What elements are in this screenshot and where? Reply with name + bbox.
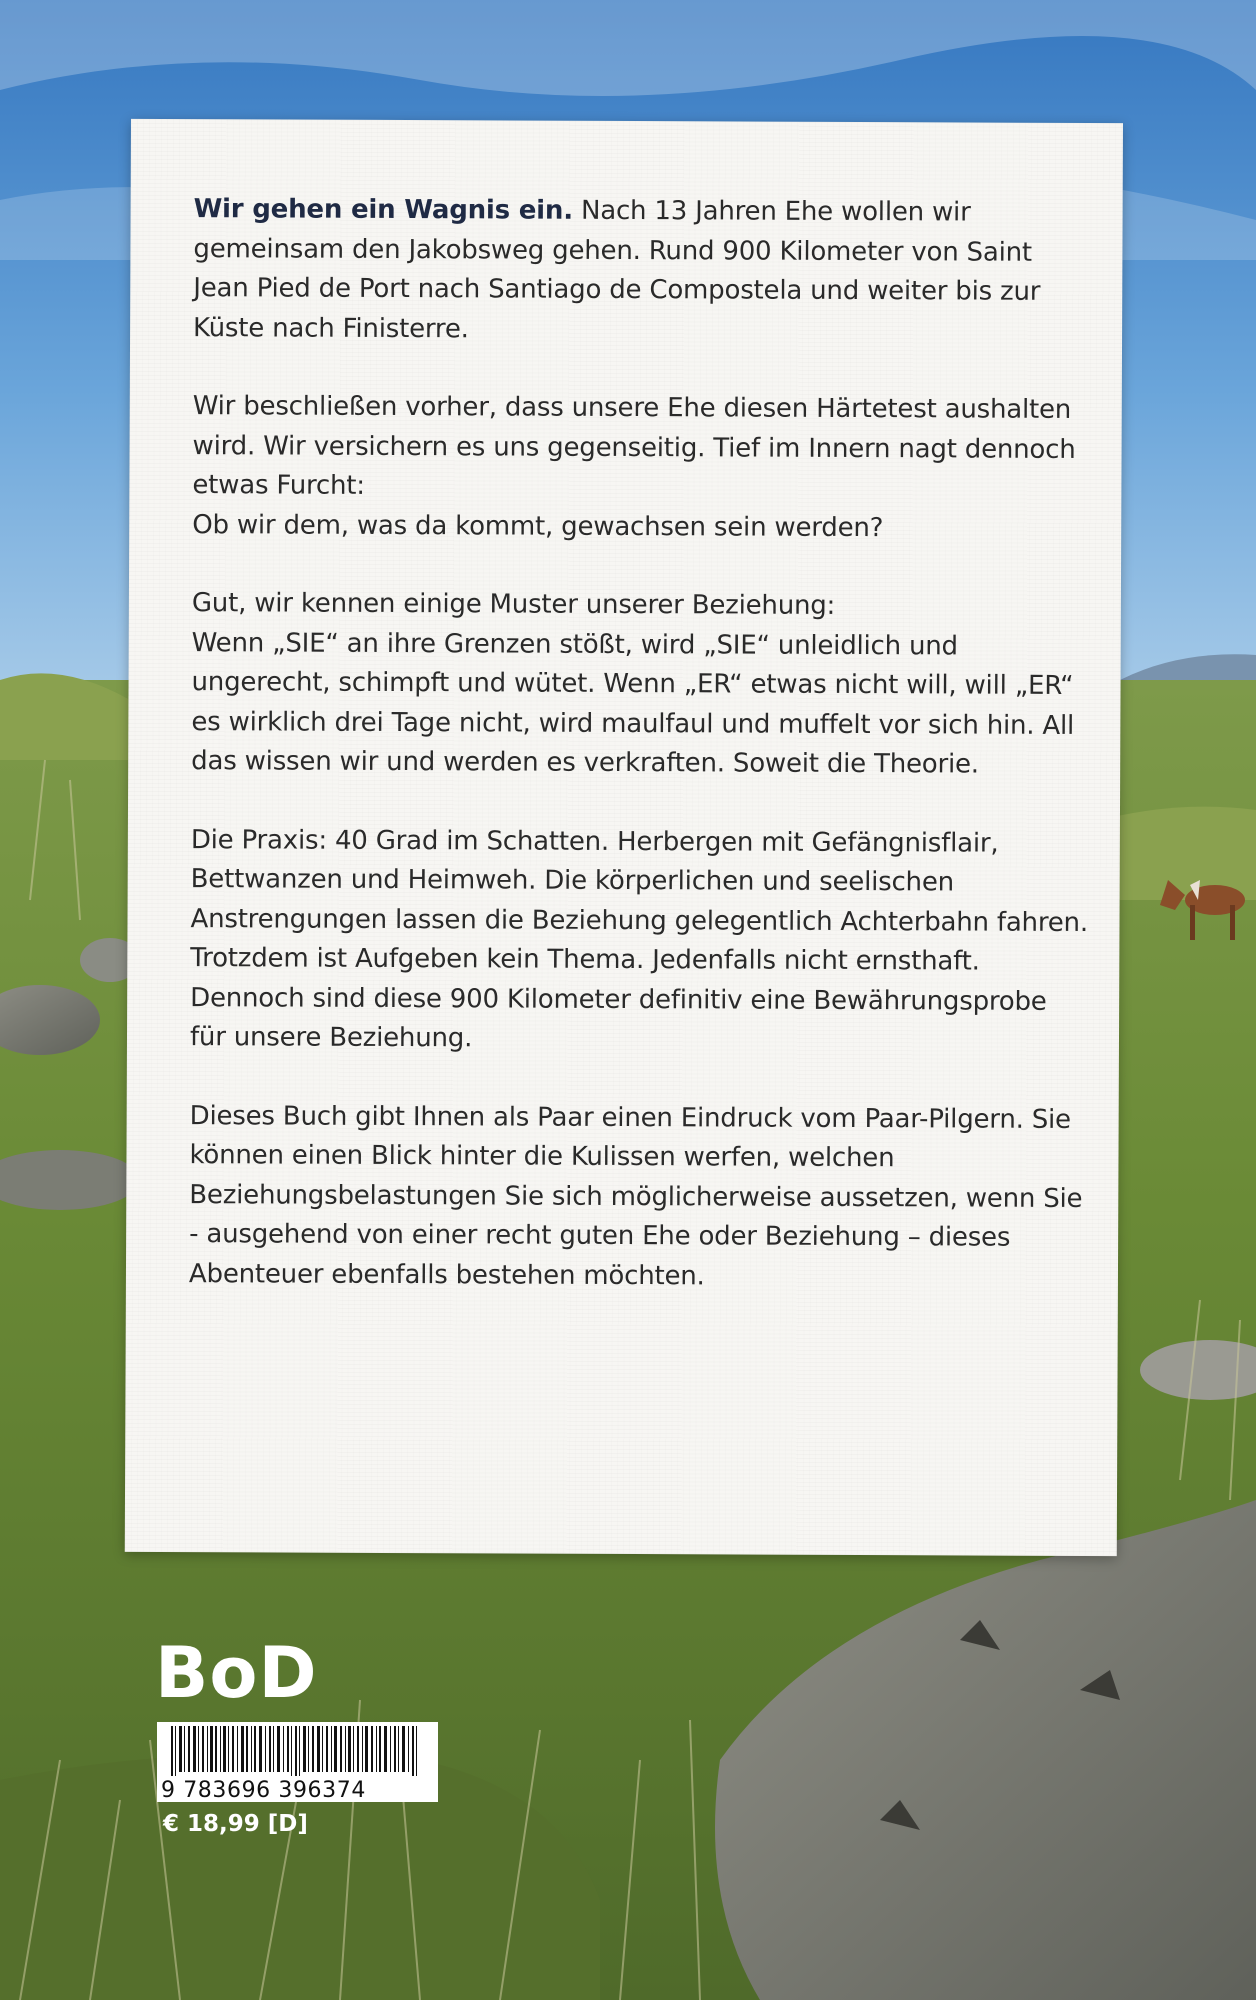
blurb-paragraph-text: Gut, wir kennen einige Muster unserer Beziehung: Wenn „SIE“ an ihre Grenzen stößt, wird „SIE“ unleidlich und ungerecht, schimpft und wütet. Wenn „ER“ etwas nicht will, will „ER“ es wirklich drei Tage nicht, wird maulfaul und muffelt vor sich hin. All das wissen wir und werden es verkraften. Soweit die Theorie. [191, 588, 1075, 780]
price-label: € 18,99 [D] [163, 1811, 308, 1837]
blurb-paragraph-text: Die Praxis: 40 Grad im Schatten. Herbergen mit Gefängnisflair, Bettwanzen und Heimweh. Die körperlichen und seelischen Anstrengungen lassen die Beziehung gelegentlich Achterbahn fahren. Trotzdem ist Aufgeben kein Thema. Jedenfalls nicht ernsthaft. Dennoch sind diese 900 Kilometer definitiv eine Bewährungsprobe für unsere Beziehung. [189, 824, 1089, 1054]
blurb-paragraph-text: Nach 13 Jahren Ehe wollen wir gemeinsam den Jakobsweg gehen. Rund 900 Kilometer von Saint Jean Pied de Port nach Santiago de Compostela und weiter bis zur Küste nach Finisterre. [193, 195, 1041, 344]
blurb-paragraph [190, 821, 1091, 1062]
blurb-paragraph [189, 1097, 1090, 1298]
publisher-logo: BoD [155, 1632, 318, 1714]
blurb-paragraph [191, 584, 1092, 785]
isbn-barcode [157, 1722, 438, 1802]
blurb-paragraph-text: Dieses Buch gibt Ihnen als Paar einen Eindruck vom Paar-Pilgern. Sie können einen Blick hinter die Kulissen werfen, welchen Beziehungsbelastungen Sie sich möglicherweise aussetzen, wenn Sie - ausgehend von einer recht guten Ehe oder Beziehung – dieses Abenteuer ebenfalls bestehen möchten. [188, 1100, 1083, 1291]
isbn-number: 9 783696 396374 [161, 1780, 435, 1802]
blurb-paragraph [193, 190, 1094, 352]
blurb-lead: Wir gehen ein Wagnis ein. [193, 194, 574, 226]
blurb-paragraph [192, 387, 1093, 549]
back-cover-text-card [125, 119, 1123, 1556]
blurb-text [189, 190, 1094, 1337]
barcode-icon [157, 1722, 438, 1778]
blurb-paragraph-text: Wir beschließen vorher, dass unsere Ehe diesen Härtetest aushalten wird. Wir versichern es uns gegenseitig. Tief im Innern nagt dennoch etwas Furcht: Ob wir dem, was da kommt, gewachsen sein werden? [192, 391, 1076, 543]
